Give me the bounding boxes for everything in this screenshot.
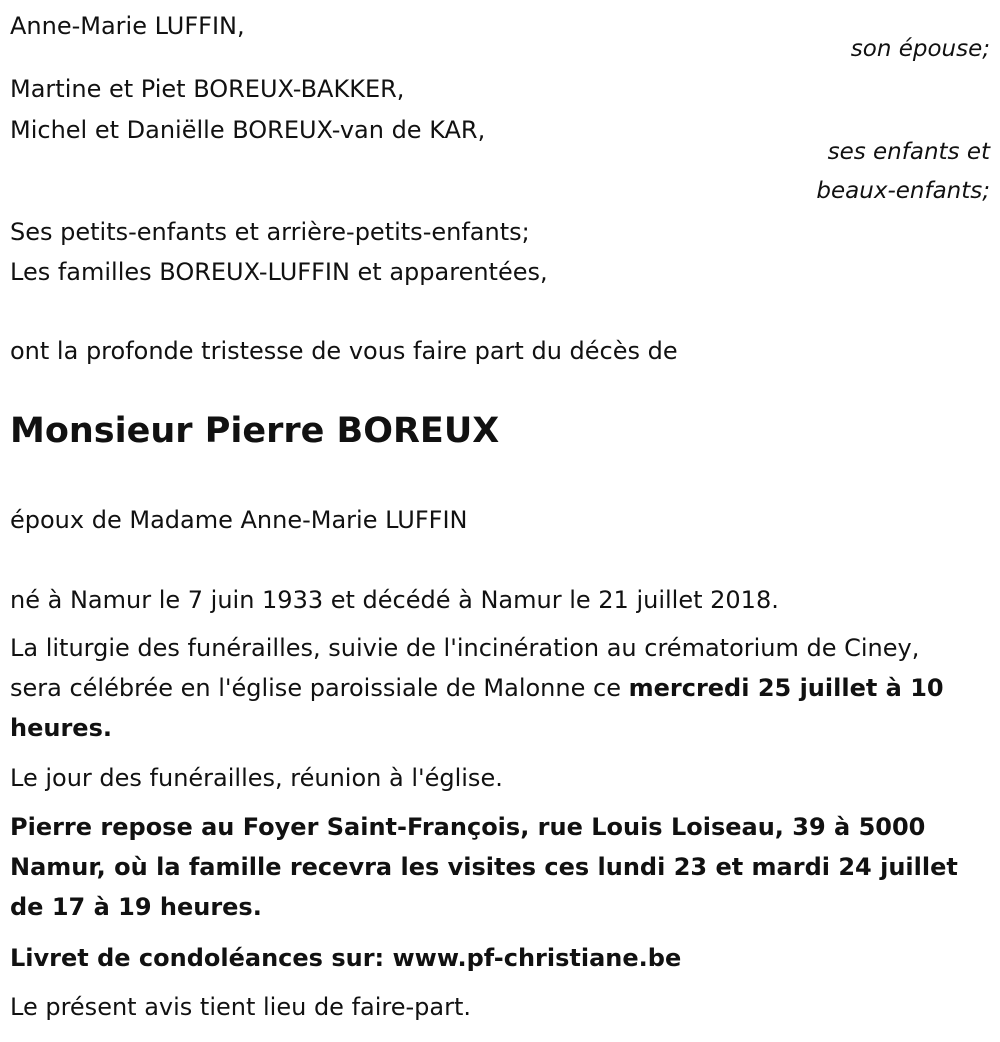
born-died: né à Namur le 7 juin 1933 et décédé à Namur le 21 juillet 2018. [10, 586, 779, 614]
grandchildren: Ses petits-enfants et arrière-petits-enfants; [10, 218, 530, 246]
spouse-role: son épouse; [850, 36, 990, 62]
children-role-line2: beaux-enfants; [816, 178, 990, 204]
spouse-of: époux de Madame Anne-Marie LUFFIN [10, 506, 468, 534]
families: Les familles BOREUX-LUFFIN et apparentées, [10, 258, 548, 286]
condolences-link[interactable]: Livret de condoléances sur: www.pf-christiane.be [10, 944, 682, 972]
spouse-name: Anne-Marie LUFFIN, [10, 12, 245, 40]
ceremony-paragraph [10, 628, 970, 748]
announcement: ont la profonde tristesse de vous faire part du décès de [10, 337, 678, 365]
closing: Le présent avis tient lieu de faire-part. [10, 993, 472, 1021]
ceremony-date: mercredi 25 juillet à 10 heures. [10, 674, 944, 742]
ceremony-text: La liturgie des funérailles, suivie de l'incinération au crématorium de Ciney, sera célébrée en l'église paroissiale de Malonne ce [10, 634, 920, 702]
child-couple-1: Martine et Piet BOREUX-BAKKER, [10, 75, 405, 103]
children-role-line1: ses enfants et [827, 139, 990, 165]
child-couple-2: Michel et Daniëlle BOREUX-van de KAR, [10, 116, 486, 144]
deceased-name: Monsieur Pierre BOREUX [10, 411, 500, 451]
reunion: Le jour des funérailles, réunion à l'église. [10, 764, 503, 792]
visitation: Pierre repose au Foyer Saint-François, rue Louis Loiseau, 39 à 5000 Namur, où la famille recevra les visites ces lundi 23 et mardi 24 juillet de 17 à 19 heures. [10, 813, 958, 921]
